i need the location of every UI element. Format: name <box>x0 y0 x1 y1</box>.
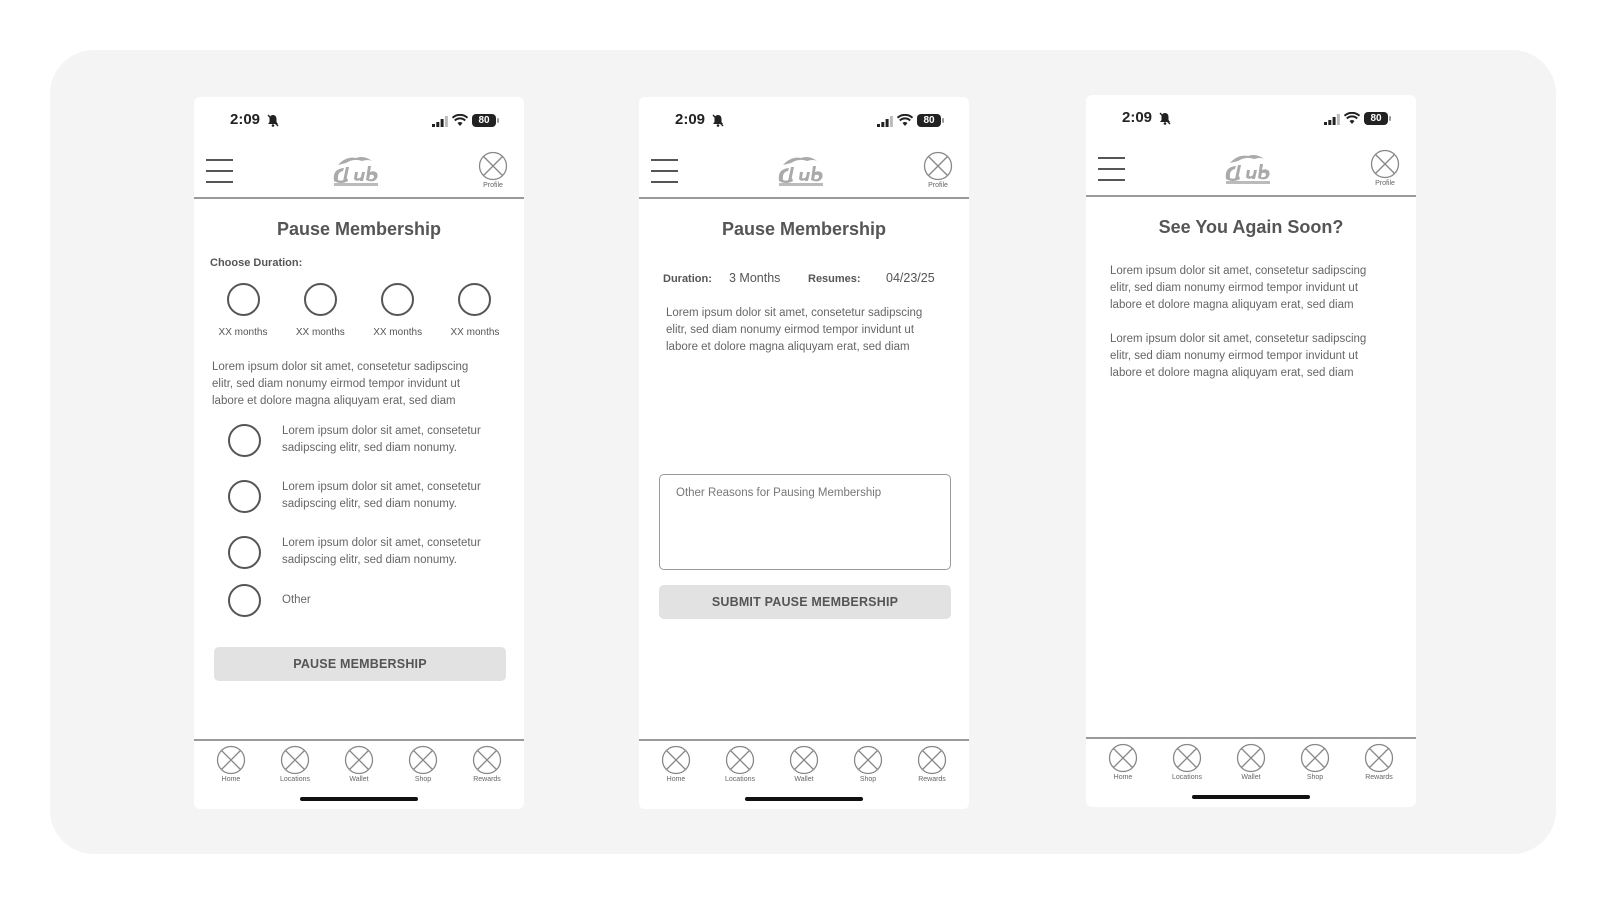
nav-label: Home <box>666 776 686 783</box>
locations-placeholder-icon <box>280 745 310 775</box>
reason-option-other[interactable] <box>228 584 504 617</box>
nav-item-home[interactable] <box>1102 743 1144 781</box>
pause-options-content <box>194 201 524 739</box>
profile-label: Profile <box>483 182 503 189</box>
app-header <box>1086 147 1416 197</box>
reason-label: Lorem ipsum dolor sit amet, consetetur sadipscing elitr, sed diam nonumy. <box>282 537 481 566</box>
nav-label: Wallet <box>349 776 369 783</box>
reason-option[interactable] <box>228 423 504 457</box>
reason-label: Lorem ipsum dolor sit amet, consetetur sadipscing elitr, sed diam nonumy. <box>282 481 481 510</box>
duration-label: Duration: <box>663 273 712 285</box>
page-title: See You Again Soon? <box>1158 217 1344 237</box>
status-bar <box>1086 109 1416 129</box>
bell-muted-icon <box>1159 112 1171 125</box>
nav-label: Rewards <box>1365 774 1393 781</box>
menu-icon[interactable] <box>1098 157 1125 181</box>
nav-item-wallet[interactable] <box>338 745 380 783</box>
other-reasons-textarea[interactable]: Other Reasons for Pausing Membership <box>659 474 951 570</box>
profile-label: Profile <box>928 182 948 189</box>
status-time: 2:09 <box>1122 109 1153 126</box>
radio-button[interactable] <box>228 424 261 457</box>
wallet-placeholder-icon <box>1236 743 1266 773</box>
cellular-signal-icon <box>432 116 448 127</box>
reason-option[interactable] <box>228 535 504 569</box>
resumes-label: Resumes: <box>808 273 861 285</box>
status-time: 2:09 <box>230 111 261 128</box>
profile-button[interactable] <box>478 151 508 189</box>
shop-placeholder-icon <box>1300 743 1330 773</box>
duration-option-label: XX months <box>218 327 268 338</box>
phone-screen-see-you-soon <box>1086 95 1416 807</box>
nav-label: Rewards <box>473 776 501 783</box>
pause-membership-button[interactable]: PAUSE MEMBERSHIP <box>214 647 506 681</box>
locations-placeholder-icon <box>1172 743 1202 773</box>
app-header <box>194 149 524 199</box>
phone-screen-pause-options <box>194 97 524 809</box>
home-indicator <box>300 797 418 801</box>
nav-label: Locations <box>280 776 310 783</box>
shop-placeholder-icon <box>408 745 438 775</box>
profile-placeholder-icon <box>1370 149 1400 179</box>
profile-placeholder-icon <box>478 151 508 181</box>
pause-confirm-content <box>639 201 969 739</box>
nav-label: Locations <box>1172 774 1202 781</box>
club-carwash-logo <box>769 153 833 189</box>
battery-icon: 80 <box>917 114 941 127</box>
nav-label: Shop <box>414 776 432 783</box>
duration-option-label: XX months <box>295 327 345 338</box>
radio-button[interactable] <box>458 283 491 316</box>
nav-item-home[interactable] <box>655 745 697 783</box>
nav-item-rewards[interactable] <box>466 745 508 783</box>
nav-label: Home <box>221 776 241 783</box>
radio-button[interactable] <box>381 283 414 316</box>
resumes-date: 04/23/25 <box>886 271 935 285</box>
profile-label: Profile <box>1375 180 1395 187</box>
nav-item-wallet[interactable] <box>783 745 825 783</box>
bottom-nav <box>194 739 524 809</box>
wifi-icon <box>452 114 468 127</box>
radio-button[interactable] <box>304 283 337 316</box>
duration-value: 3 Months <box>729 271 781 285</box>
farewell-text: Lorem ipsum dolor sit amet, consetetur sadipscing elitr, sed diam nonumy eirmod tempor invidunt ut labore et dolore magna aliquyam erat, sed diam <box>1110 265 1367 311</box>
duration-option-label: XX months <box>450 327 500 338</box>
status-bar <box>194 111 524 131</box>
nav-label: Wallet <box>1241 774 1261 781</box>
nav-item-shop[interactable] <box>1294 743 1336 781</box>
nav-item-locations[interactable] <box>1166 743 1208 781</box>
profile-button[interactable] <box>923 151 953 189</box>
nav-item-locations[interactable] <box>274 745 316 783</box>
home-placeholder-icon <box>216 745 246 775</box>
duration-option[interactable] <box>444 283 506 340</box>
reason-option[interactable] <box>228 479 504 513</box>
nav-label: Locations <box>725 776 755 783</box>
home-placeholder-icon <box>661 745 691 775</box>
club-carwash-logo <box>324 153 388 189</box>
menu-icon[interactable] <box>206 159 233 183</box>
rewards-placeholder-icon <box>1364 743 1394 773</box>
bell-muted-icon <box>267 114 279 127</box>
choose-duration-label: Choose Duration: <box>210 257 303 269</box>
nav-item-shop[interactable] <box>402 745 444 783</box>
cellular-signal-icon <box>877 116 893 127</box>
page-title: Pause Membership <box>721 219 887 239</box>
duration-option[interactable] <box>212 283 274 340</box>
rewards-placeholder-icon <box>917 745 947 775</box>
duration-options <box>212 283 506 340</box>
rewards-placeholder-icon <box>472 745 502 775</box>
nav-label: Wallet <box>794 776 814 783</box>
bottom-nav <box>639 739 969 809</box>
app-header <box>639 149 969 199</box>
radio-button[interactable] <box>227 283 260 316</box>
nav-item-home[interactable] <box>210 745 252 783</box>
home-indicator <box>745 797 863 801</box>
menu-icon[interactable] <box>651 159 678 183</box>
wallet-placeholder-icon <box>344 745 374 775</box>
submit-pause-membership-button[interactable]: SUBMIT PAUSE MEMBERSHIP <box>659 585 951 619</box>
nav-item-shop[interactable] <box>847 745 889 783</box>
reason-label: Lorem ipsum dolor sit amet, consetetur sadipscing elitr, sed diam nonumy. <box>282 425 481 454</box>
home-indicator <box>1192 795 1310 799</box>
wifi-icon <box>1344 112 1360 125</box>
duration-option-label: XX months <box>373 327 423 338</box>
locations-placeholder-icon <box>725 745 755 775</box>
bell-muted-icon <box>712 114 724 127</box>
wifi-icon <box>897 114 913 127</box>
page-title: Pause Membership <box>276 219 442 239</box>
bottom-nav <box>1086 737 1416 807</box>
intro-text: Lorem ipsum dolor sit amet, consetetur sadipscing elitr, sed diam nonumy eirmod tempor invidunt ut labore et dolore magna aliquyam erat, sed diam <box>212 361 469 407</box>
status-time: 2:09 <box>675 111 706 128</box>
profile-placeholder-icon <box>923 151 953 181</box>
cellular-signal-icon <box>1324 114 1340 125</box>
duration-option[interactable] <box>367 283 429 340</box>
home-placeholder-icon <box>1108 743 1138 773</box>
radio-button[interactable] <box>228 480 261 513</box>
nav-label: Shop <box>859 776 877 783</box>
nav-item-wallet[interactable] <box>1230 743 1272 781</box>
battery-icon: 80 <box>1364 112 1388 125</box>
see-you-soon-content <box>1086 199 1416 737</box>
nav-item-locations[interactable] <box>719 745 761 783</box>
confirm-body-text: Lorem ipsum dolor sit amet, consetetur sadipscing elitr, sed diam nonumy eirmod tempor invidunt ut labore et dolore magna aliquyam erat, sed diam <box>666 307 923 353</box>
nav-item-rewards[interactable] <box>911 745 953 783</box>
nav-label: Home <box>1113 774 1133 781</box>
shop-placeholder-icon <box>853 745 883 775</box>
nav-label: Shop <box>1306 774 1324 781</box>
radio-button[interactable] <box>228 536 261 569</box>
wallet-placeholder-icon <box>789 745 819 775</box>
club-carwash-logo <box>1216 151 1280 187</box>
profile-button[interactable] <box>1370 149 1400 187</box>
battery-icon: 80 <box>472 114 496 127</box>
status-bar <box>639 111 969 131</box>
nav-label: Rewards <box>918 776 946 783</box>
duration-option[interactable] <box>289 283 351 340</box>
phone-screen-pause-confirm <box>639 97 969 809</box>
farewell-text: Lorem ipsum dolor sit amet, consetetur sadipscing elitr, sed diam nonumy eirmod tempor invidunt ut labore et dolore magna aliquyam erat, sed diam <box>1110 333 1367 379</box>
radio-button[interactable] <box>228 584 261 617</box>
nav-item-rewards[interactable] <box>1358 743 1400 781</box>
reason-label: Other <box>282 594 311 606</box>
